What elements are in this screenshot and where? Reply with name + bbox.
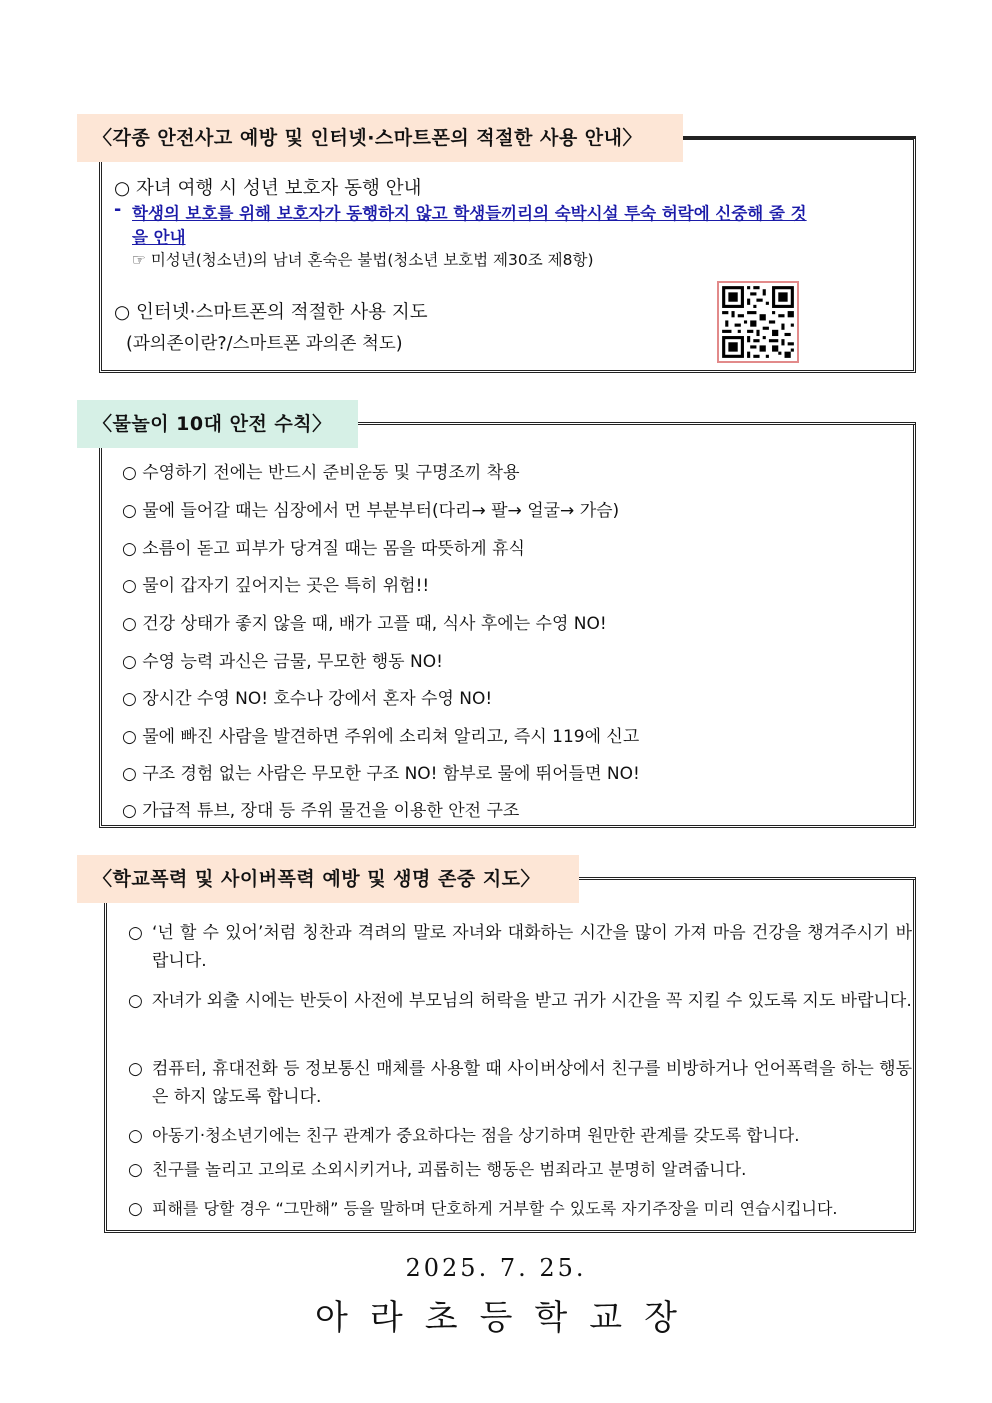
bullet-circle: ○ [128,1126,143,1146]
guidance-item [128,1195,912,1223]
section-violence-prevention-title: 〈학교폭력 및 사이버폭력 예방 및 생명 존중 지도〉 [77,855,579,903]
lodging-permission-link-line1[interactable]: 학생의 보호를 위해 보호자가 동행하지 않고 학생들끼리의 숙박시설 투숙 허락에 신중해 줄 것 [132,204,807,223]
water-rule-item: ○ 건강 상태가 좋지 않을 때, 배가 고플 때, 식사 후에는 수영 NO! [122,614,607,634]
guidance-item [128,1156,912,1184]
water-rule-item: ○ 물에 빠진 사람을 발견하면 주위에 소리쳐 알리고, 즉시 119에 신고 [122,727,640,747]
section-safety-title-rule [683,136,916,139]
water-rule-item: ○ 수영하기 전에는 반드시 준비운동 및 구명조끼 착용 [122,463,520,483]
water-rule-item: ○ 수영 능력 과신은 금물, 무모한 행동 NO! [122,652,443,672]
guidance-text: 아동기·청소년기에는 친구 관계가 중요하다는 점을 상기하며 원만한 관계를 갖도록 합니다. [152,1126,800,1145]
water-rule-item: ○ 구조 경험 없는 사람은 무모한 구조 NO! 함부로 물에 뛰어들면 NO! [122,764,640,784]
guidance-item [128,919,912,975]
bullet-circle: ○ [128,1199,143,1219]
water-rule-item: ○ 물에 들어갈 때는 심장에서 먼 부분부터(다리→ 팔→ 얼굴→ 가슴) [122,501,620,521]
section-safety-title: 〈각종 안전사고 예방 및 인터넷·스마트폰의 적절한 사용 안내〉 [77,114,683,162]
school-principal-signature: 아라초등학교장 [315,1298,699,1338]
water-rule-item: ○ 가급적 튜브, 장대 등 주위 물건을 이용한 안전 구조 [122,801,520,821]
water-rule-item: ○ 장시간 수영 NO! 호수나 강에서 혼자 수영 NO! [122,689,493,709]
guidance-text: 자녀가 외출 시에는 반듯이 사전에 부모님의 허락을 받고 귀가 시간을 꼭 지킬 수 있도록 지도 바랍니다. [152,991,912,1011]
guidance-text: 친구를 놀리고 고의로 소외시키거나, 괴롭히는 행동은 범죄라고 분명히 알려줍니다. [152,1160,747,1179]
document-date: 2025. 7. 25. [405,1254,587,1282]
bullet-circle: ○ [128,1160,143,1180]
link-dash: - [114,200,122,220]
over-dependence-subtext: (과의존이란?/스마트폰 과의존 척도) [126,334,403,354]
section-violence-prevention-title-rule [579,877,916,880]
guidance-text: 컴퓨터, 휴대전화 등 정보통신 매체를 사용할 때 사이버상에서 친구를 비방하거나 언어폭력을 하는 행동은 하지 않도록 합니다. [152,1059,912,1107]
guidance-text: ‘넌 할 수 있어’처럼 칭찬과 격려의 말로 자녀와 대화하는 시간을 많이 가져 마음 건강을 챙겨주시기 바랍니다. [152,923,912,971]
guidance-item [128,1122,912,1150]
internet-smartphone-heading: ○ 인터넷·스마트폰의 적절한 사용 지도 [114,302,428,323]
bullet-circle: ○ [128,1059,143,1079]
lodging-permission-link-line2[interactable]: 을 안내 [132,228,186,247]
bullet-circle: ○ [128,991,143,1011]
water-rule-item: ○ 물이 갑자기 깊어지는 곳은 특히 위험!! [122,576,430,596]
travel-guardian-heading: ○ 자녀 여행 시 성년 보호자 동행 안내 [114,178,422,199]
qr-code-icon[interactable] [717,281,799,363]
guidance-item [128,1055,912,1111]
guidance-item [128,987,912,1015]
minor-lodging-law-note: ☞ 미성년(청소년)의 남녀 혼숙은 불법(청소년 보호법 제30조 제8항) [132,251,594,269]
guidance-text: 피해를 당할 경우 “그만해” 등을 말하며 단호하게 거부할 수 있도록 자기주장을 미리 연습시킵니다. [152,1199,838,1218]
section-water-safety-title-rule [358,422,916,425]
water-rule-item: ○ 소름이 돋고 피부가 당겨질 때는 몸을 따뜻하게 휴식 [122,539,525,559]
bullet-circle: ○ [128,923,143,943]
section-water-safety-title: 〈물놀이 10대 안전 수칙〉 [77,400,358,448]
